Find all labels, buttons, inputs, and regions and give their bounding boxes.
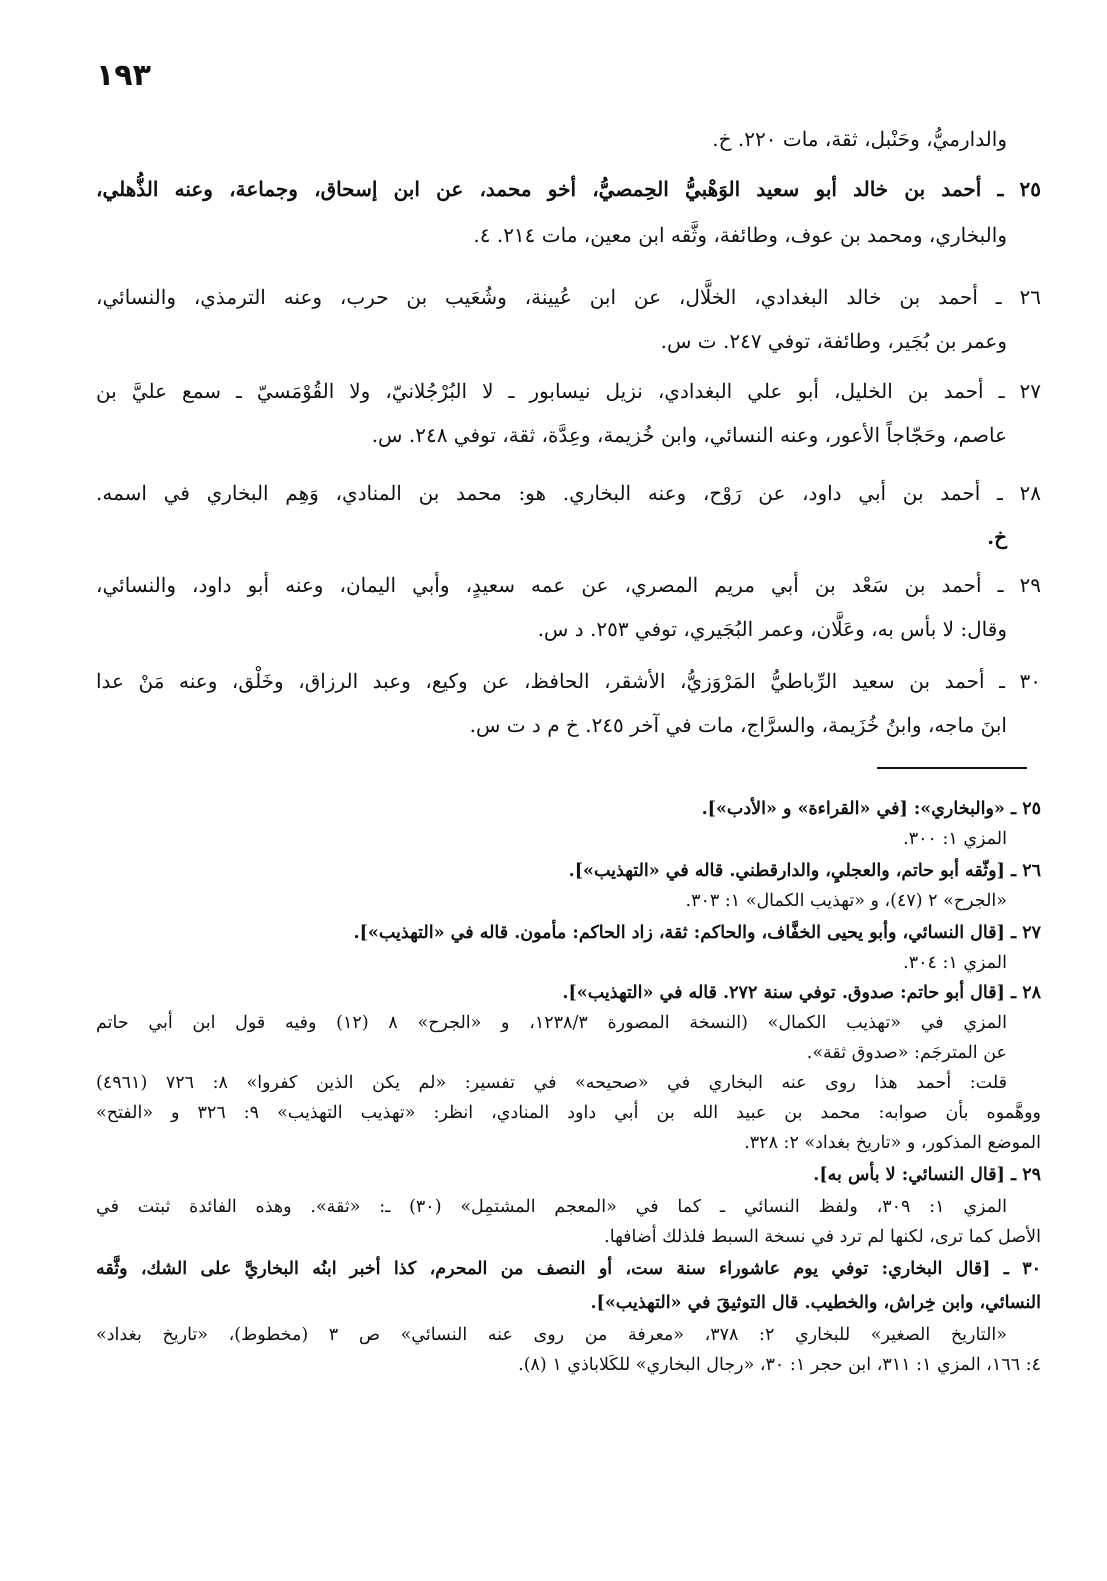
entry-27-line-2: عاصم، وحَجّاجاً الأعور، وعنه النسائي، وابن خُزيمة، وعِدَّة، ثقة، توفي ٢٤٨. س. (371, 423, 1007, 447)
entry-26-line-1: ٢٦ ـ أحمد بن خالد البغدادي، الخلَّال، عن ابن عُيينة، وشُعَيب بن حرب، وعنه الترمذي، والنسائي، (96, 285, 1041, 309)
note-30-ref-1: «التاريخ الصغير» للبخاري ٢: ٣٧٨، «معرفة من روى عنه النسائي» ص ٣ (مخطوط)، «تاريخ بغداد» (96, 1325, 1007, 1345)
entry-26-line-2: وعمر بن بُجَير، وطائفة، توفي ٢٤٧. ت س. (660, 329, 1007, 353)
page-number: ١٩٣ (96, 58, 151, 93)
entry-30-line-1: ٣٠ ـ أحمد بن سعيد الرِّباطيُّ المَرْوَزيُّ، الأشقر، الحافظ، عن وكيع، وعبد الرزاق، وخَلْق، وعنه مَنْ عدا (96, 669, 1041, 693)
note-27-ref: المزي ١: ٣٠٤. (903, 953, 1007, 973)
note-27-head: ٢٧ ـ [قال النسائي، وأبو يحيى الخفَّاف، والحاكم: ثقة، زاد الحاكم: مأمون. قاله في «التهذيب»]. (353, 923, 1041, 943)
note-29-head: ٢٩ ـ [قال النسائي: لا بأس به]. (813, 1165, 1041, 1185)
note-28-ref-2: عن المترجَم: «صدوق ثقة». (806, 1043, 1007, 1063)
note-30-head-1: ٣٠ ـ [قال البخاري: توفي يوم عاشوراء سنة ست، أو النصف من المحرم، كذا أخبر ابنُه البخاريَّ على الشك، وثَّقه (96, 1259, 1041, 1279)
note-30-head-2: النسائي، وابن خِراش، والخطيب. قال التوثيقَ في «التهذيب»]. (590, 1293, 1041, 1313)
footnote-separator (877, 767, 1027, 769)
note-25-head: ٢٥ ـ «والبخاري»: [في «القراءة» و «الأدب»]. (701, 799, 1041, 819)
note-30-ref-2: ٤: ١٦٦، المزي ١: ٣١١، ابن حجر ١: ٣٠، «رجال البخاري» للكَلاباذي ١ (٨). (518, 1355, 1041, 1375)
entry-25-line-2: والبخاري، ومحمد بن عوف، وطائفة، وثَّقه ابن معين، مات ٢١٤. ٤. (473, 223, 1007, 247)
note-26-ref: «الجرح» ٢ (٤٧)، و «تهذيب الكمال» ١: ٣٠٣. (685, 891, 1007, 911)
note-25-ref: المزي ١: ٣٠٠. (903, 829, 1007, 849)
entry-27-line-1: ٢٧ ـ أحمد بن الخليل، أبو علي البغدادي، نزيل نيسابور ـ لا البُرْجُلانيّ، ولا القُوْمَسيّ ـ سمع عليَّ بن (96, 379, 1042, 403)
entry-29-line-1: ٢٩ ـ أحمد بن سَعْد بن أبي مريم المصري، عن عمه سعيدٍ، وأبي اليمان، وعنه أبو داود، والنسائي، (96, 573, 1041, 597)
entry-28-line-1: ٢٨ ـ أحمد بن أبي داود، عن رَوْح، وعنه البخاري. هو: محمد بن المنادي، وَهِم البخاري في اسمه. (96, 481, 1041, 505)
note-28-ref-4: ووهَّموه بأن صوابه: محمد بن عبيد الله بن أبي داود المنادي، انظر: «تهذيب التهذيب» ٩: ٣٢٦ و «الفتح» (96, 1103, 1041, 1123)
note-28-ref-1: المزي في «تهذيب الكمال» (النسخة المصورة ١٢٣٨/٣، و «الجرح» ٨ (١٢) وفيه قول ابن أبي حاتم (96, 1013, 1007, 1033)
entry-25-line-1: ٢٥ ـ أحمد بن خالد أبو سعيد الوَهْبيُّ الحِمصيُّ، أخو محمد، عن ابن إسحاق، وجماعة، وعنه الذُّهلي، (96, 177, 1041, 201)
note-28-ref-3: قلت: أحمد هذا روى عنه البخاري في «صحيحه» في تفسير: «لم يكن الذين كفروا» ٨: ٧٢٦ (٤٩٦١) (96, 1073, 1008, 1093)
main-line: والدارميُّ، وحَنْبل، ثقة، مات ٢٢٠. خ. (712, 127, 1007, 151)
note-29-ref-2: الأصل كما ترى، لكنها لم ترد في نسخة السبط فلذلك أضافها. (604, 1227, 1041, 1247)
note-29-ref-1: المزي ١: ٣٠٩، ولفظ النسائي ـ كما في «المعجم المشتمِل» (٣٠) ـ: «ثقة». وهذه الفائدة ثبتت في (96, 1197, 1007, 1217)
entry-30-line-2: ابنَ ماجه، وابنُ خُزَيمة، والسرَّاج، مات في آخر ٢٤٥. خ م د ت س. (469, 713, 1007, 737)
note-28-ref-5: الموضع المذكور، و «تاريخ بغداد» ٢: ٣٢٨. (744, 1133, 1041, 1153)
entry-28-line-2: خ. (987, 525, 1007, 549)
entry-29-line-2: وقال: لا بأس به، وعَلَّان، وعمر البُجَيري، توفي ٢٥٣. د س. (537, 617, 1007, 641)
note-26-head: ٢٦ ـ [وثّقه أبو حاتم، والعجليِ، والدارقطني. قاله في «التهذيب»]. (568, 861, 1041, 881)
note-28-head: ٢٨ ـ [قال أبو حاتم: صدوق. توفي سنة ٢٧٢. قاله في «التهذيب»]. (562, 983, 1041, 1003)
